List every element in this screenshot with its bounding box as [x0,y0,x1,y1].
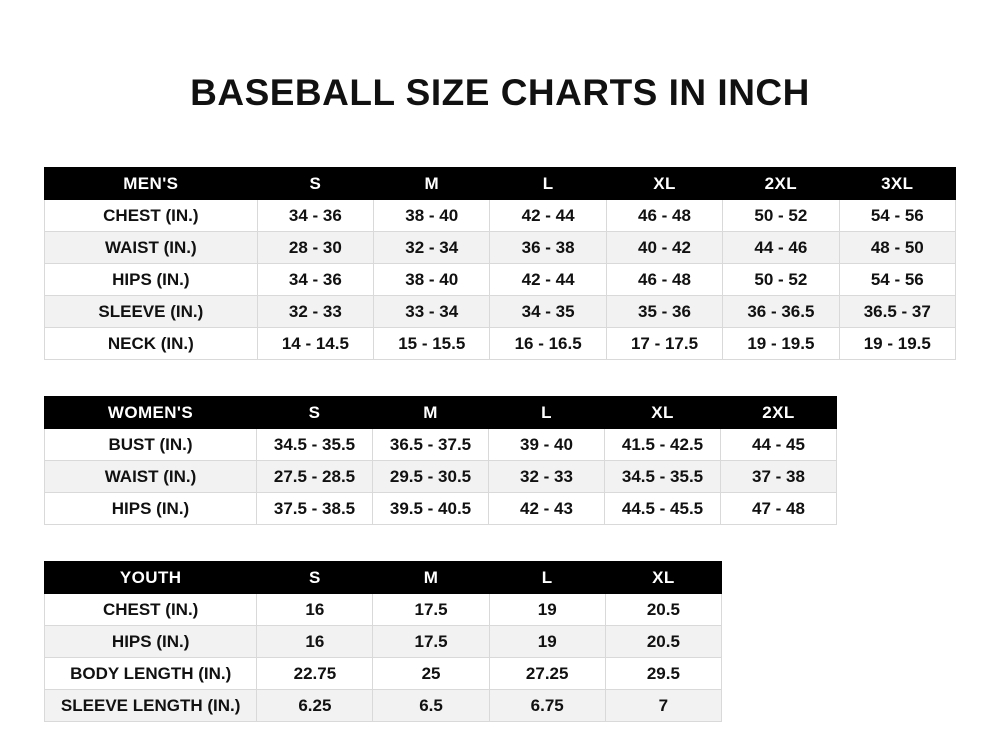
table-cell: 50 - 52 [723,200,839,232]
table-row [45,493,837,525]
row-label: WAIST (IN.) [45,232,258,264]
table-cell: 16 - 16.5 [490,328,606,360]
table-cell: 37.5 - 38.5 [257,493,373,525]
table-cell: 19 - 19.5 [723,328,839,360]
row-label: HIPS (IN.) [45,626,257,658]
table-cell: 44.5 - 45.5 [605,493,721,525]
row-label: HIPS (IN.) [45,493,257,525]
column-header-l: L [489,397,605,429]
row-label: SLEEVE LENGTH (IN.) [45,690,257,722]
table-cell: 34.5 - 35.5 [257,429,373,461]
table-row [45,461,837,493]
table-header-row [45,397,837,429]
table-cell: 16 [257,594,373,626]
table-cell: 37 - 38 [721,461,837,493]
table-cell: 39 - 40 [489,429,605,461]
table-cell: 50 - 52 [723,264,839,296]
table-cell: 7 [605,690,721,722]
row-label: CHEST (IN.) [45,594,257,626]
table-cell: 47 - 48 [721,493,837,525]
column-header-s: S [257,397,373,429]
table-header-row [45,562,722,594]
table-row [45,658,722,690]
table-cell: 32 - 33 [489,461,605,493]
row-label: BODY LENGTH (IN.) [45,658,257,690]
column-header-category: YOUTH [45,562,257,594]
table-cell: 36.5 - 37.5 [373,429,489,461]
column-header-s: S [257,168,373,200]
table-header-row [45,168,956,200]
table-cell: 27.25 [489,658,605,690]
column-header-m: M [373,397,489,429]
table-cell: 34 - 36 [257,264,373,296]
table-cell: 25 [373,658,489,690]
column-header-xl: XL [605,397,721,429]
column-header-xl: XL [605,562,721,594]
table-cell: 46 - 48 [606,264,722,296]
table-cell: 32 - 33 [257,296,373,328]
table-cell: 44 - 46 [723,232,839,264]
row-label: WAIST (IN.) [45,461,257,493]
table-cell: 44 - 45 [721,429,837,461]
column-header-xl: XL [606,168,722,200]
table-cell: 29.5 [605,658,721,690]
table-cell: 34.5 - 35.5 [605,461,721,493]
table-cell: 36 - 36.5 [723,296,839,328]
row-label: SLEEVE (IN.) [45,296,258,328]
table-cell: 36 - 38 [490,232,606,264]
table-cell: 17 - 17.5 [606,328,722,360]
table-row [45,594,722,626]
table-cell: 15 - 15.5 [374,328,490,360]
table-cell: 42 - 43 [489,493,605,525]
table-row [45,296,956,328]
column-header-l: L [490,168,606,200]
table-cell: 36.5 - 37 [839,296,955,328]
column-header-category: WOMEN'S [45,397,257,429]
table-cell: 33 - 34 [374,296,490,328]
table-row [45,232,956,264]
womens-size-table [44,396,837,525]
row-label: CHEST (IN.) [45,200,258,232]
table-cell: 34 - 36 [257,200,373,232]
page-title: BASEBALL SIZE CHARTS IN INCH [190,72,810,113]
table-cell: 40 - 42 [606,232,722,264]
table-cell: 6.5 [373,690,489,722]
table-cell: 16 [257,626,373,658]
table-cell: 38 - 40 [374,200,490,232]
table-row [45,626,722,658]
table-cell: 41.5 - 42.5 [605,429,721,461]
column-header-2xl: 2XL [721,397,837,429]
table-cell: 38 - 40 [374,264,490,296]
column-header-l: L [489,562,605,594]
table-cell: 42 - 44 [490,264,606,296]
table-cell: 19 - 19.5 [839,328,955,360]
row-label: NECK (IN.) [45,328,258,360]
table-cell: 17.5 [373,626,489,658]
size-tables-container [0,167,1000,722]
table-cell: 29.5 - 30.5 [373,461,489,493]
table-cell: 19 [489,594,605,626]
column-header-3xl: 3XL [839,168,955,200]
column-header-s: S [257,562,373,594]
table-cell: 20.5 [605,594,721,626]
table-cell: 34 - 35 [490,296,606,328]
table-row [45,690,722,722]
table-cell: 35 - 36 [606,296,722,328]
table-cell: 14 - 14.5 [257,328,373,360]
table-cell: 42 - 44 [490,200,606,232]
column-header-category: MEN'S [45,168,258,200]
table-row [45,429,837,461]
table-cell: 39.5 - 40.5 [373,493,489,525]
column-header-m: M [374,168,490,200]
youth-size-table [44,561,722,722]
table-cell: 32 - 34 [374,232,490,264]
column-header-m: M [373,562,489,594]
row-label: HIPS (IN.) [45,264,258,296]
table-cell: 28 - 30 [257,232,373,264]
table-cell: 6.75 [489,690,605,722]
table-cell: 48 - 50 [839,232,955,264]
table-row [45,328,956,360]
table-cell: 46 - 48 [606,200,722,232]
table-cell: 54 - 56 [839,264,955,296]
mens-size-table [44,167,956,360]
table-cell: 20.5 [605,626,721,658]
table-cell: 17.5 [373,594,489,626]
row-label: BUST (IN.) [45,429,257,461]
table-cell: 19 [489,626,605,658]
table-cell: 22.75 [257,658,373,690]
table-cell: 6.25 [257,690,373,722]
column-header-2xl: 2XL [723,168,839,200]
table-row [45,200,956,232]
table-cell: 54 - 56 [839,200,955,232]
table-row [45,264,956,296]
table-cell: 27.5 - 28.5 [257,461,373,493]
